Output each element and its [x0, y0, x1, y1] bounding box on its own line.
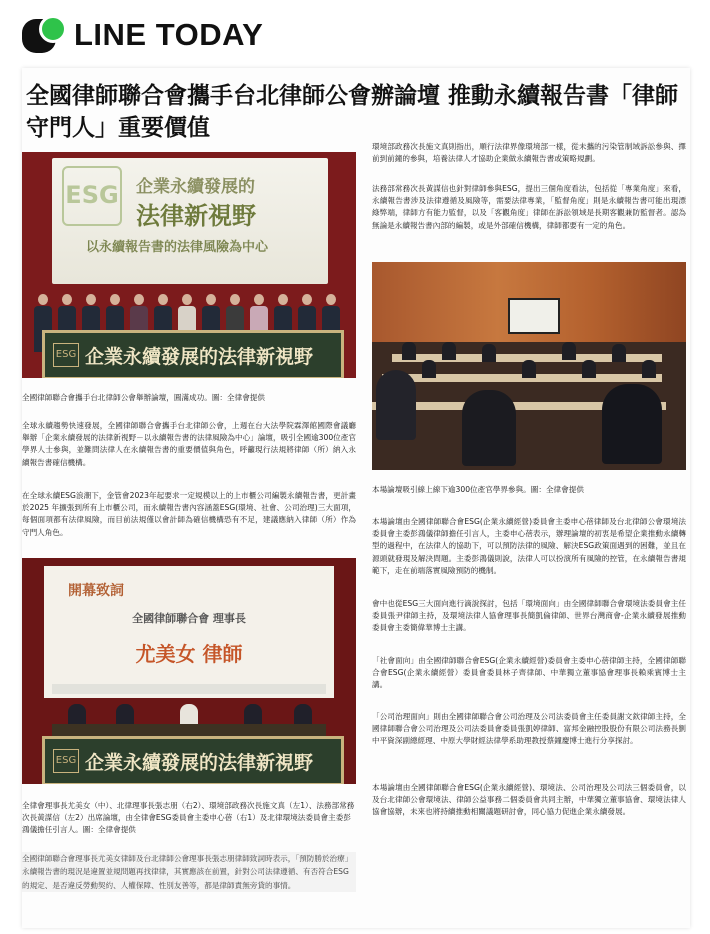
banner-text: 企業永續發展的法律新視野 — [85, 346, 314, 368]
paragraph-right-2: 法務部常務次長黃謀信也針對律師參與ESG，提出三個角度看法，包括從「專業角度」來看，永續報告書涉及法律遵循及風險等，需要法律專業，「監督角度」則是永續報告書可能出現漂綠弊端，律師方有能力監督，以及「客觀角度」律師在訴訟領域是長期客觀兼防監督者。認為無論是永續報告書內部的編製，或是外部確信機構，律師都要有一定的角色。 — [372, 184, 686, 230]
paragraph-right-6: 「公司治理面向」則由全國律師聯合會公司治理及公司法委員會主任委員謝文欽律師主持，全國律師聯合會公司治理及公司法委員會委員張凱婷律師、富邦金融控股股份有限公司法務長劉中平資深副總經理、中原大學財經法律學系助理教授蔡鐘慶博士進行分享探討。 — [372, 712, 686, 746]
paragraph-right-3: 本場論壇由全國律師聯合會ESG(企業永續經營)委員會主委申心蓓律師及台北律師公會環境法委員會主委彭鴻儀律師擔任引言人，主委申心蓓表示，辦理論壇的初衷是希望企業推動永續轉型的過程中，在法律人的協助下，可以預防法律的風險、解決ESG政策面遇到的困難，並且在源頭就發現及解決問題。主委彭鴻儀則說，法律人可以扮演所有風險的控管，在永續報告書規範下，走在前端落實風險預防的機制。 — [372, 517, 686, 575]
auditorium-screen — [508, 298, 560, 334]
logo-strip — [52, 684, 326, 694]
brand-name: LINE TODAY — [74, 17, 264, 52]
caption-photo-3: 全律會理事長尤美女（中）、北律理事長張志朋（右2）、環境部政務次長施文真（左1）、法務部常務次長黃謀信（左2）出席論壇，由全律會ESG委員會主委申心蓓（右1）及北律環境法委員會主委彭鴻儀擔任引言人。圖：全律會提供 — [22, 801, 355, 834]
caption-photo-2: 本場論壇吸引線上線下逾300位產官學界參與。圖：全律會提供 — [372, 485, 584, 494]
paragraph-1: 全球永續趨勢快速發展，全國律師聯合會攜手台北律師公會，上週在台大法學院霖澤館國際會議廳舉辦「企業永續發展的法律新視野－以永續報告書的法律風險為中心」論壇，吸引全國逾300位產官學界人士參與，並難問法律人在永續報告書的重要價值與角色，呼籲現行法規將律師（所）納入永續報告書確信機構。 — [22, 421, 356, 467]
line-today-logo-icon — [22, 15, 62, 55]
paragraph-right-7: 本場論壇由全國律師聯合會ESG(企業永續經營)、環境法、公司治理及公司法三個委員會，以及台北律師公會環境法、律師公益事務二個委員會共同主辦，中華獨立董事協會、環境法律人協會協辦，未來也將持續推動相關議題研討會，同心協力促進企業永續發展。 — [372, 783, 686, 817]
stage-banner — [42, 736, 344, 784]
paragraph-2: 在全球永續ESG浪潮下，金管會2023年起要求一定規模以上的上市櫃公司編製永續報告書，更計畫於2025 年擴張到所有上市櫃公司，而永續報告書內容涵蓋ESG(環境、社會、公司治理)三大面項，每個面項都有法律風險，而目前法規僅以會計師為確信機構恐有不足，建議應納入律師（所）作為守門人角色。 — [22, 491, 356, 537]
article-title: 全國律師聯合會攜手台北律師公會辦論壇 推動永續報告書「律師守門人」重要價值 — [26, 83, 679, 141]
audience-photo — [372, 262, 686, 470]
paragraph-right-5: 「社會面向」由全國律師聯合會ESG(企業永續經營)委員會主委申心蓓律師主持，全國律師聯合會ESG(企業永續經營）委員會委員林子齊律師、中華獨立董事協會理事長賴乘賓博士主講。 — [372, 656, 686, 690]
opening-speech-photo — [22, 558, 356, 784]
banner-text: 企業永續發展的法律新視野 — [85, 752, 314, 774]
line-today-logo[interactable] — [22, 12, 282, 58]
banner-esg-logo: ESG — [53, 749, 79, 773]
stage-screen — [44, 566, 334, 698]
screen-org: 全國律師聯合會 理事長 — [132, 612, 246, 625]
screen-speaker-name: 尤美女 律師 — [135, 642, 243, 666]
screen-line-3: 以永續報告書的法律風險為中心 — [86, 240, 269, 255]
paragraph-right-4: 會中也從ESG三大面向進行滴說探討，包括「環境面向」由全國律師聯合會環境法委員會主任委員張尹律師主持，及環境法律人協會理事長簡凱倫律師、世界台灣商會-企業永續發展推動委員會主委簡偉華博士主講。 — [372, 599, 686, 633]
screen-line-1: 企業永續發展的 — [136, 177, 255, 197]
banner-esg-logo: ESG — [53, 343, 79, 367]
screen-line-2: 法律新視野 — [136, 202, 256, 230]
forum-group-photo — [22, 152, 356, 378]
caption-photo-1: 全國律師聯合會攜手台北律師公會舉辦論壇，圓滿成功。圖：全律會提供 — [22, 393, 265, 402]
speaker-table — [52, 724, 326, 736]
esg-logo: ESG — [62, 166, 122, 226]
blurred-paragraph: 全國律師聯合會理事長尤美女律師及台北律師公會理事長張志朋律師致詞時表示，「預防勝於治療」永續報告書的現況是違置並規問題再找律律，其實應該在前置，針對公司法律遵循、有否符合ESG的規定、是否違反勞動契約、人權保障、性別友善等，都是律師責無旁貸的事情。 — [22, 852, 356, 892]
stage-banner — [42, 330, 344, 378]
paragraph-right-1: 環境部政務次長施文真則指出，順行法律界像環境部一樣，從未攜的污染管制域訴訟參與、擇前到前鐘的參與，培養法律人才協助企業做永續報告書或策略規劃。 — [372, 142, 686, 164]
screen-heading: 開幕致詞 — [68, 583, 124, 599]
